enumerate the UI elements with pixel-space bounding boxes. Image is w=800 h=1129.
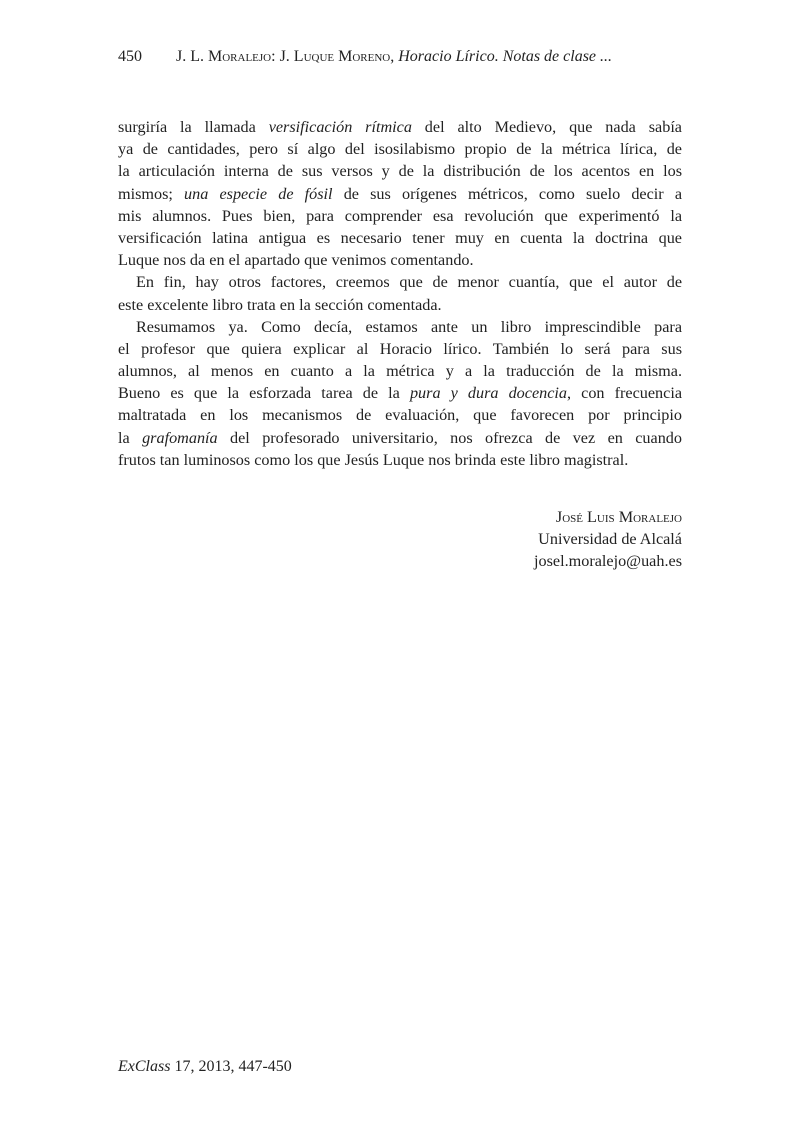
header-comma: ,: [390, 48, 399, 65]
text-segment: mismos;: [118, 184, 185, 203]
text-segment: , con frecuencia: [567, 384, 683, 403]
header-author: J. L. Moralejo: [176, 48, 272, 65]
text-line: [118, 138, 682, 160]
text-segment: En fin, hay otros factores, creemos que de menor cuantía, que el autor de: [136, 273, 682, 292]
emphasis-text: una especie de fósil: [184, 184, 333, 203]
emphasis-text: grafomanía: [142, 428, 218, 447]
text-segment: la articulación interna de sus versos y de la distribución de los acentos en los: [118, 162, 682, 181]
text-line: [118, 316, 682, 338]
citation-details: 17, 2013, 447-450: [170, 1058, 292, 1075]
footer-citation: [118, 1058, 292, 1076]
text-line: [118, 360, 682, 382]
emphasis-text: pura y dura docencia: [409, 384, 568, 403]
text-line: [118, 427, 682, 449]
text-segment: Bueno es que la esforzada tarea de la: [118, 384, 410, 403]
text-line: [118, 338, 682, 360]
text-line: [118, 183, 682, 205]
text-line: [118, 382, 682, 404]
text-segment: Luque nos da en el apartado que venimos comentando.: [118, 251, 474, 270]
text-segment: Resumamos ya. Como decía, estamos ante un libro imprescindible para: [136, 317, 682, 336]
text-line: [118, 404, 682, 426]
emphasis-text: versificación rítmica: [268, 118, 412, 136]
text-segment: de sus orígenes métricos, como suelo decir a: [332, 184, 683, 203]
signature-affiliation: Universidad de Alcalá: [538, 530, 682, 549]
text-line: [118, 227, 682, 249]
text-line: [118, 294, 682, 316]
header-title: Horacio Lírico. Notas de clase ...: [398, 48, 613, 65]
text-segment: versificación latina antigua es necesario tener muy en cuenta la doctrina que: [118, 228, 682, 247]
page-number: 450: [118, 48, 142, 65]
text-segment: surgiría la llamada: [118, 118, 269, 136]
text-segment: frutos tan luminosos como los que Jesús Luque nos brinda este libro magistral.: [118, 450, 629, 469]
header-separator: :: [271, 48, 280, 65]
text-line: [118, 449, 682, 471]
signature-block: [534, 506, 682, 573]
running-header: [118, 48, 612, 66]
signature-name: José Luis Moralejo: [555, 508, 682, 526]
text-segment: alumnos, al menos en cuanto a la métrica y a la traducción de la misma.: [118, 362, 682, 381]
text-segment: la: [118, 428, 143, 447]
journal-name: ExClass: [118, 1058, 171, 1075]
text-line: [118, 205, 682, 227]
signature-email[interactable]: josel.moralejo@uah.es: [534, 552, 682, 571]
text-segment: el profesor que quiera explicar al Horacio lírico. También lo será para sus: [118, 339, 682, 358]
text-segment: ya de cantidades, pero sí algo del isosilabismo propio de la métrica lírica, de: [118, 140, 682, 159]
text-segment: maltratada en los mecanismos de evaluación, que favorecen por principio: [118, 406, 682, 425]
text-line: [118, 249, 682, 271]
text-segment: del profesorado universitario, nos ofrezca de vez en cuando: [217, 428, 682, 447]
text-segment: este excelente libro trata en la sección comentada.: [118, 295, 442, 314]
header-reviewed-author: J. Luque Moreno: [279, 48, 391, 65]
text-line: [118, 271, 682, 293]
text-segment: del alto Medievo, que nada sabía: [411, 118, 682, 136]
text-line: [118, 160, 682, 182]
text-line: [118, 116, 682, 138]
body-text: [118, 116, 682, 471]
text-segment: mis alumnos. Pues bien, para comprender esa revolución que experimentó la: [118, 206, 682, 225]
